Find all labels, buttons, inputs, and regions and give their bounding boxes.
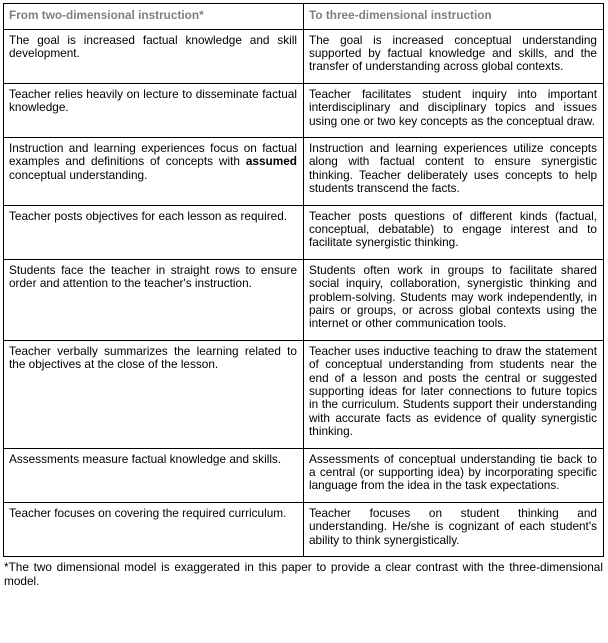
cell-3d: The goal is increased conceptual understanding supported by factual knowledge and skills, and the transfer of understanding across global contexts. bbox=[304, 29, 604, 83]
cell-2d: Teacher relies heavily on lecture to disseminate factual knowledge. bbox=[4, 83, 304, 137]
table-row bbox=[4, 259, 604, 340]
cell-3d: Assessments of conceptual understanding tie back to a central (or supporting idea) by incorporating specific language from the idea in the task expectations. bbox=[304, 448, 604, 502]
cell-3d: Teacher uses inductive teaching to draw the statement of conceptual understanding from students near the end of a lesson and posts the central or suggested supporting ideas for later connections to future topics in the curriculum. Students support their understanding with accurate facts as evidence of quality synergistic thinking. bbox=[304, 340, 604, 448]
table-row bbox=[4, 340, 604, 448]
header-row bbox=[4, 4, 604, 30]
cell-3d: Students often work in groups to facilitate shared social inquiry, collaboration, synergistic thinking and problem-solving. Students may work independently, in pairs or groups, or across global contexts using the internet or other communication tools. bbox=[304, 259, 604, 340]
cell-2d: The goal is increased factual knowledge and skill development. bbox=[4, 29, 304, 83]
table-row bbox=[4, 137, 604, 205]
cell-2d: Teacher focuses on covering the required curriculum. bbox=[4, 502, 304, 556]
cell-2d: Teacher verbally summarizes the learning related to the objectives at the close of the lesson. bbox=[4, 340, 304, 448]
table-row bbox=[4, 502, 604, 556]
cell-3d: Teacher posts questions of different kinds (factual, conceptual, debatable) to engage interest and to facilitate synergistic thinking. bbox=[304, 205, 604, 259]
col-header-from-2d: From two-dimensional instruction* bbox=[4, 4, 304, 30]
footnote: *The two dimensional model is exaggerated in this paper to provide a clear contrast with the three-dimensional model. bbox=[4, 560, 603, 588]
cell-2d: Teacher posts objectives for each lesson as required. bbox=[4, 205, 304, 259]
table-row bbox=[4, 29, 604, 83]
cell-2d bbox=[4, 137, 304, 205]
cell-3d: Teacher facilitates student inquiry into important interdisciplinary and disciplinary topics and issues using one or two key concepts as the conceptual draw. bbox=[304, 83, 604, 137]
cell-text-post: conceptual understanding. bbox=[9, 167, 148, 182]
table-row bbox=[4, 448, 604, 502]
table-row bbox=[4, 83, 604, 137]
cell-2d: Assessments measure factual knowledge and skills. bbox=[4, 448, 304, 502]
cell-3d: Teacher focuses on student thinking and understanding. He/she is cognizant of each student's ability to think synergistically. bbox=[304, 502, 604, 556]
table-row bbox=[4, 205, 604, 259]
bold-word-assumed: assumed bbox=[245, 154, 297, 169]
cell-text-pre: Instruction and learning experiences focus on factual examples and definitions of concepts with bbox=[9, 140, 297, 169]
cell-2d: Students face the teacher in straight rows to ensure order and attention to the teacher's instruction. bbox=[4, 259, 304, 340]
col-header-to-3d: To three-dimensional instruction bbox=[304, 4, 604, 30]
comparison-table bbox=[3, 3, 604, 557]
cell-3d: Instruction and learning experiences utilize concepts along with factual content to ensure synergistic thinking. Teacher deliberately uses concepts to help students transcend the facts. bbox=[304, 137, 604, 205]
